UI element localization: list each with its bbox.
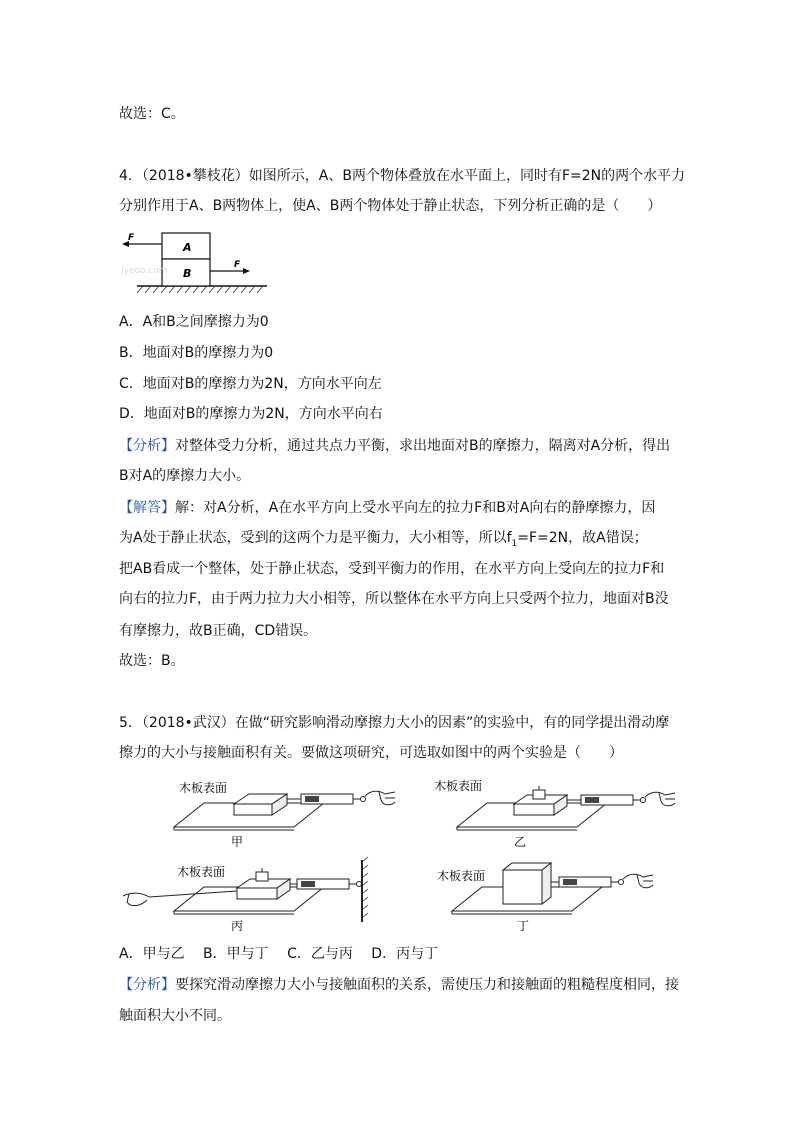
q5-options: A．甲与乙 B．甲与丁 C．乙与丙 D．丙与丁 xyxy=(119,946,439,962)
panel-yi-board-label: 木板表面 xyxy=(434,779,483,793)
q4-analysis-line1 xyxy=(119,436,670,456)
panel-ding xyxy=(437,863,653,933)
q4-solution-line5: 有摩擦力，故B正确，CD错误。 xyxy=(119,623,318,639)
q4-solution-line3: 把AB看成一个整体，处于静止状态，受到平衡力的作用，在水平方向上受向左的拉力F和 xyxy=(119,561,665,577)
solution-text: 解：对A分析，A在水平方向上受水平向左的拉力F和B对A向右的静摩擦力，因 xyxy=(175,500,656,516)
q4-figure-blocks xyxy=(119,228,269,296)
q4-option-d: D．地面对B的摩擦力为2N，方向水平向右 xyxy=(119,406,383,422)
panel-yi xyxy=(434,778,675,849)
q5-figure-experiments xyxy=(119,770,679,940)
q4-solution-line2 xyxy=(119,528,648,554)
panel-ding-label: 丁 xyxy=(517,919,530,933)
q4-option-b: B．地面对B的摩擦力为0 xyxy=(119,345,274,361)
q3-answer: 故选：C。 xyxy=(119,106,185,122)
analysis-tag: 【分析】 xyxy=(119,438,175,454)
q4-analysis-line2: B对A的摩擦力大小。 xyxy=(119,468,251,484)
panel-bing-board-label: 木板表面 xyxy=(177,865,226,879)
panel-jia xyxy=(174,780,395,849)
force-right-label: F xyxy=(234,260,241,270)
figure-watermark: Iyeoo.com xyxy=(121,266,168,276)
analysis-text: 要探究滑动摩擦力大小与接触面积的关系，需使压力和接触面的粗糙程度相同，接 xyxy=(175,977,679,993)
solution-text: =F=2N，故A错误； xyxy=(517,530,648,546)
q5-stem-line1: 5．（2018•武汉）在做“研究影响滑动摩擦力大小的因素”的实验中，有的同学提出滑动摩 xyxy=(119,715,670,731)
force-right-arrowhead xyxy=(243,268,250,274)
q4-stem-line2: 分别作用于A、B两物体上，使A、B两个物体处于静止状态，下列分析正确的是（ ） xyxy=(119,198,662,214)
analysis-tag: 【分析】 xyxy=(119,977,175,993)
q4-solution-line4: 向右的拉力F，由于两力拉力大小相等，所以整体在水平方向上只受两个拉力，地面对B没 xyxy=(119,591,669,607)
q5-analysis-line1 xyxy=(119,975,679,995)
q4-solution-line1 xyxy=(119,498,655,518)
solution-text: 为A处于静止状态，受到的这两个力是平衡力，大小相等，所以f xyxy=(119,530,512,546)
solution-tag: 【解答】 xyxy=(119,500,175,516)
q4-stem-line1: 4．（2018•攀枝花）如图所示，A、B两个物体叠放在水平面上，同时有F=2N的两个水平力 xyxy=(119,168,686,184)
panel-bing xyxy=(123,857,368,933)
panel-jia-label: 甲 xyxy=(231,835,244,849)
force-left-label: F xyxy=(128,233,135,243)
q4-option-c: C．地面对B的摩擦力为2N，方向水平向左 xyxy=(119,376,382,392)
panel-jia-board-label: 木板表面 xyxy=(179,781,228,795)
ground-hatching xyxy=(137,286,263,293)
panel-ding-board-label: 木板表面 xyxy=(437,869,486,883)
q4-option-a: A．A和B之间摩擦力为0 xyxy=(119,314,269,330)
analysis-text: 对整体受力分析，通过共点力平衡，求出地面对B的摩擦力，隔离对A分析，得出 xyxy=(175,438,671,454)
q5-stem-line2: 擦力的大小与接触面积有关。要做这项研究，可选取如图中的两个实验是（ ） xyxy=(119,745,623,761)
block-b-label: B xyxy=(183,267,192,280)
panel-bing-label: 丙 xyxy=(231,919,244,933)
panel-yi-label: 乙 xyxy=(514,835,527,849)
q4-answer: 故选：B。 xyxy=(119,653,185,669)
q5-analysis-line2: 触面积大小不同。 xyxy=(119,1008,231,1024)
subscript-1: 1 xyxy=(511,538,518,549)
block-a-label: A xyxy=(183,241,192,254)
